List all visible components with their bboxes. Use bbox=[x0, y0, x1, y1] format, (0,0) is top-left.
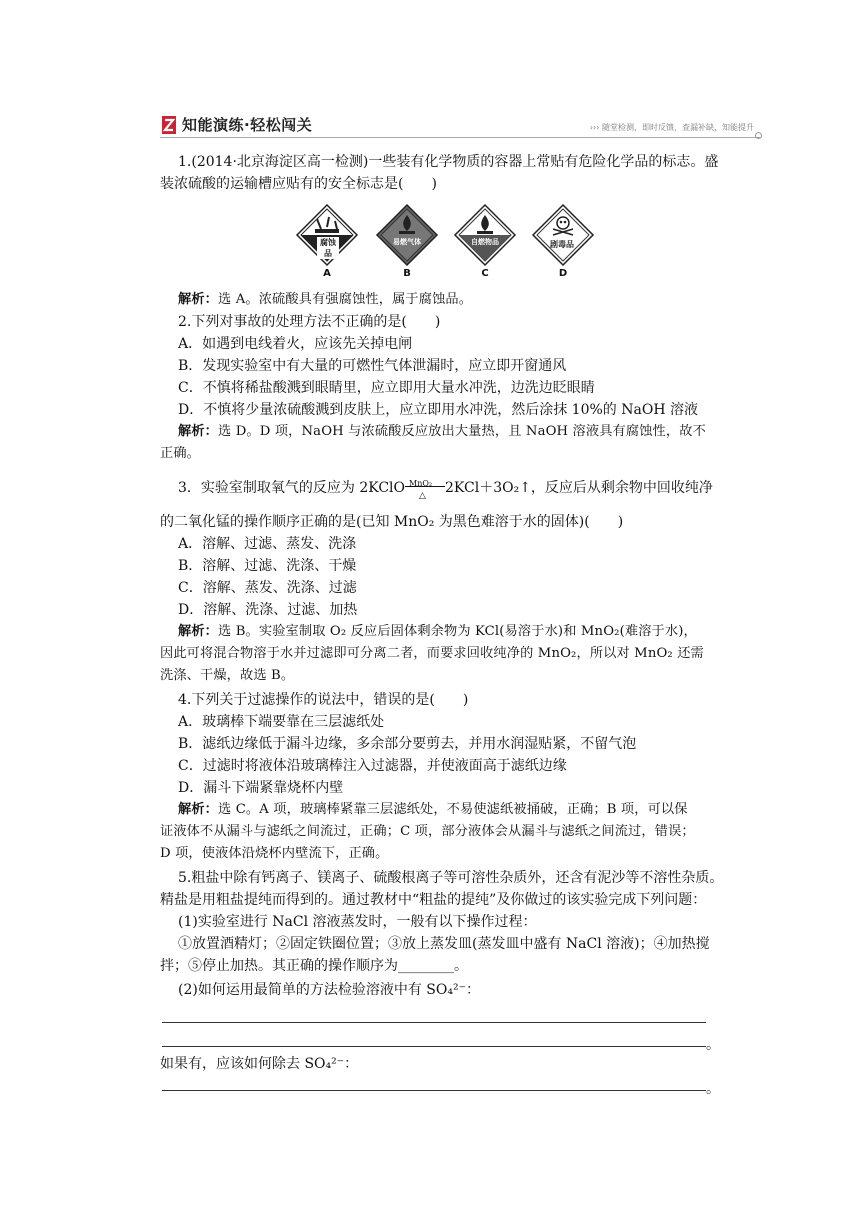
sign-text-a: 腐蚀品 bbox=[317, 237, 339, 259]
answer-label: 解析： bbox=[178, 624, 219, 639]
hazard-signs bbox=[295, 203, 595, 283]
q4-answer-line2: 证液体不从漏斗与滤纸之间流过，正确；C 项，部分液体会从漏斗与滤纸之间流过，错误； bbox=[160, 824, 695, 839]
q2-stem: 2.下列对事故的处理方法不正确的是( ) bbox=[178, 314, 441, 330]
q5-part1-line1: (1)实验室进行 NaCl 溶液蒸发时，一般有以下操作过程： bbox=[178, 914, 537, 930]
q2-option-d: D．不慎将少量浓硫酸溅到皮肤上，应立即用水冲洗，然后涂抹 10%的 NaOH 溶液 bbox=[178, 402, 698, 418]
q5-part3: 如果有，应该如何除去 SO₄²⁻： bbox=[160, 1056, 359, 1072]
q2-option-c: C．不慎将稀盐酸溅到眼睛里，应立即用大量水冲洗，边洗边眨眼睛 bbox=[178, 380, 595, 396]
answer-label: 解析： bbox=[178, 424, 219, 439]
q3-stem-line2: 的二氧化锰的操作顺序正确的是(已知 MnO₂ 为黑色难溶于水的固体)( ) bbox=[160, 514, 624, 530]
answer-label: 解析： bbox=[178, 292, 219, 307]
sign-letter-c: C bbox=[481, 268, 489, 279]
sign-text-b: 易燃气体 bbox=[393, 238, 421, 246]
sign-letter-d: D bbox=[558, 268, 568, 279]
q4-option-b: B．滤纸边缘低于漏斗边缘，多余部分要剪去，并用水润湿贴紧，不留气泡 bbox=[178, 736, 637, 752]
q3-stem-a: 3．实验室制取氧气的反应为 2KClO bbox=[178, 480, 406, 496]
header-dot-icon bbox=[755, 132, 762, 139]
spontaneous-combustion-sign-icon bbox=[453, 203, 513, 263]
catalyst-label: MnO₂ bbox=[409, 479, 433, 488]
q2-option-a: A．如遇到电线着火，应该先关掉电闸 bbox=[178, 336, 413, 352]
q1-stem-line2: 装浓硫酸的运输槽应贴有的安全标志是( ) bbox=[160, 176, 437, 192]
q3-answer-line2: 因此可将混合物溶于水并过滤即可分离二者，而要求回收纯净的 MnO₂，所以对 MnO₂ 还需 bbox=[160, 646, 704, 661]
q3-option-d: D．溶解、洗涤、过滤、加热 bbox=[178, 602, 358, 618]
flammable-gas-sign-icon bbox=[375, 203, 435, 263]
q3-answer bbox=[178, 622, 788, 642]
section-header bbox=[160, 110, 762, 138]
q4-stem: 4.下列关于过滤操作的说法中，错误的是( ) bbox=[178, 692, 469, 708]
q4-option-a: A．玻璃棒下端要靠在三层滤纸处 bbox=[178, 714, 385, 730]
q4-option-c: C．过滤时将液体沿玻璃棒注入过滤器，并使液面高于滤纸边缘 bbox=[178, 758, 567, 774]
section-title: 知能演练·轻松闯关 bbox=[182, 116, 313, 134]
sign-letter-b: B bbox=[403, 268, 411, 279]
q5-part1-line2: ①放置酒精灯；②固定铁圈位置；③放上蒸发皿(蒸发皿中盛有 NaCl 溶液)；④加热搅 bbox=[178, 936, 710, 952]
answer-text: 选 D。D 项，NaOH 与浓硫酸反应放出大量热，且 NaOH 溶液具有腐蚀性，故不 bbox=[218, 424, 706, 439]
section-logo-icon bbox=[160, 114, 178, 136]
q5-stem-line1: 5.粗盐中除有钙离子、镁离子、硫酸根离子等可溶性杂质外，还含有泥沙等不溶性杂质。 bbox=[178, 870, 724, 886]
q2-answer-line2: 正确。 bbox=[160, 446, 201, 461]
q3-answer-line3: 洗涤、干燥，故选 B。 bbox=[160, 668, 295, 683]
q5-part2: (2)如何运用最简单的方法检验溶液中有 SO₄²⁻： bbox=[178, 982, 480, 998]
period-mark: 。 bbox=[706, 1081, 720, 1097]
sign-text-c: 自燃物品 bbox=[471, 238, 499, 246]
sign-letter-a: A bbox=[323, 268, 331, 279]
sign-text-d: 剧毒品 bbox=[550, 240, 574, 249]
q1-stem-line1: 1.(2014·北京海淀区高一检测)一些装有化学物质的容器上常贴有危险化学品的标志。盛 bbox=[178, 154, 719, 170]
heat-label: △ bbox=[419, 491, 426, 501]
q2-answer bbox=[178, 422, 788, 442]
answer-label: 解析： bbox=[178, 802, 219, 817]
q5-stem-line2: 精盐是用粗盐提纯而得到的。通过教材中“粗盐的提纯”及你做过的该实验完成下列问题： bbox=[160, 892, 707, 908]
answer-blank-line-1[interactable] bbox=[162, 1022, 706, 1023]
q3-option-a: A．溶解、过滤、蒸发、洗涤 bbox=[178, 536, 357, 552]
period-mark: 。 bbox=[706, 1037, 720, 1053]
header-divider bbox=[160, 137, 760, 138]
q4-option-d: D．漏斗下端紧靠烧杯内壁 bbox=[178, 780, 344, 796]
q4-answer-line3: D 项，使液体沿烧杯内壁流下，正确。 bbox=[160, 846, 389, 861]
q3-stem-line1 bbox=[178, 478, 788, 501]
q3-option-c: C．溶解、蒸发、洗涤、过滤 bbox=[178, 580, 357, 596]
toxic-sign-icon bbox=[531, 203, 591, 263]
reaction-arrow bbox=[405, 478, 445, 501]
answer-blank-line-2[interactable] bbox=[162, 1046, 706, 1047]
q1-answer bbox=[178, 290, 788, 310]
section-subtitle: ››› 随堂检测，即时反馈，查漏补缺，知能提升 bbox=[589, 123, 754, 132]
q2-option-b: B．发现实验室中有大量的可燃性气体泄漏时，应立即开窗通风 bbox=[178, 358, 567, 374]
q3-stem-b: 2KCl＋3O₂↑，反应后从剩余物中回收纯净 bbox=[445, 480, 713, 496]
q4-answer bbox=[178, 800, 788, 820]
answer-text: 选 C。A 项，玻璃棒紧靠三层滤纸处，不易使滤纸被捅破，正确；B 项，可以保 bbox=[218, 802, 688, 817]
q5-part1-line3: 拌；⑤停止加热。其正确的操作顺序为________。 bbox=[160, 958, 468, 974]
q3-option-b: B．溶解、过滤、洗涤、干燥 bbox=[178, 558, 357, 574]
answer-text: 选 B。实验室制取 O₂ 反应后固体剩余物为 KCl(易溶于水)和 MnO₂(难溶于水)， bbox=[218, 624, 697, 639]
answer-text: 选 A。浓硫酸具有强腐蚀性，属于腐蚀品。 bbox=[218, 292, 473, 307]
answer-blank-line-3[interactable] bbox=[162, 1090, 706, 1091]
